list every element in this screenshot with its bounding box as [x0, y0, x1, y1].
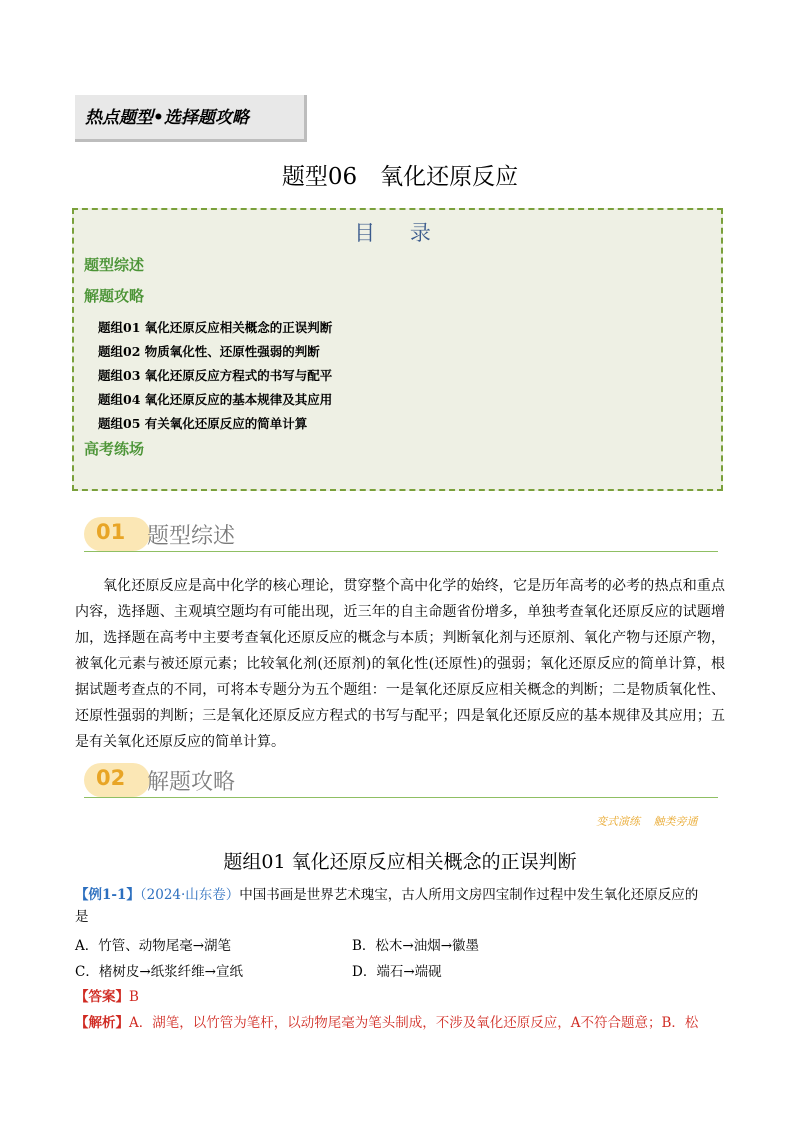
- question-stem: [75, 884, 730, 906]
- option-c: C．楮树皮→纸浆纤维→宣纸: [75, 964, 243, 980]
- toc-heading: 目 录: [354, 221, 445, 245]
- section-number: 02: [96, 766, 126, 790]
- analysis-line: [75, 1012, 730, 1034]
- table-of-contents: [72, 208, 723, 491]
- overview-paragraph: 氧化还原反应是高中化学的核心理论，贯穿整个高中化学的始终，它是历年高考的必考的热点和重点内容，选择题、主观填空题均有可能出现，近三年的自主命题省份增多，单独考查氧化还原反应的试题增加，选择题在高考中主要考查氧化还原反应的概念与本质；判断氧化剂与还原剂、氧化产物与还原产物，被氧化元素与被还原元素；比较氧化剂(还原剂)的氧化性(还原性)的强弱；氧化还原反应的简单计算，根据试题考查点的不同，可将本专题分为五个题组：一是氧化还原反应相关概念的判断；二是物质氧化性、还原性强弱的判断；三是氧化还原反应方程式的书写与配平；四是氧化还原反应的基本规律及其应用；五是有关氧化还原反应的简单计算。: [75, 578, 725, 750]
- toc-link-overview[interactable]: 题型综述: [84, 256, 145, 274]
- section-number: 01: [96, 520, 126, 544]
- toc-item-group-01[interactable]: 题组01 氧化还原反应相关概念的正误判断: [98, 320, 333, 335]
- analysis-label: 【解析】: [75, 1015, 129, 1031]
- toc-link-strategy[interactable]: 解题攻略: [84, 287, 145, 305]
- option-d: D．端石→端砚: [352, 964, 442, 980]
- section-title: 题型综述: [147, 524, 236, 549]
- banner-label: 热点题型•选择题攻略: [85, 108, 249, 128]
- tagline: 变式演练 触类旁通: [596, 815, 698, 828]
- toc-item-group-03[interactable]: 题组03 氧化还原反应方程式的书写与配平: [98, 368, 333, 383]
- section-divider: [84, 797, 718, 798]
- group-title: 题组01 氧化还原反应相关概念的正误判断: [223, 851, 577, 873]
- toc-link-practice[interactable]: 高考练场: [84, 440, 145, 458]
- answer-line: [75, 986, 730, 1008]
- toc-item-group-04[interactable]: 题组04 氧化还原反应的基本规律及其应用: [98, 392, 333, 407]
- section-divider: [84, 551, 718, 552]
- question-source: （2024·山东卷）: [139, 887, 240, 903]
- question-text: 中国书画是世界艺术瑰宝，古人所用文房四宝制作过程中发生氧化还原反应的: [239, 887, 699, 903]
- toc-item-group-05[interactable]: 题组05 有关氧化还原反应的简单计算: [98, 416, 308, 431]
- document-title: 题型06 氧化还原反应: [281, 164, 519, 190]
- answer-label: 【答案】: [75, 989, 129, 1005]
- answer-value: B: [129, 989, 139, 1005]
- section-title: 解题攻略: [147, 770, 236, 795]
- question-stem-continuation: 是: [75, 909, 89, 925]
- option-a: A．竹管、动物尾毫→湖笔: [75, 938, 232, 954]
- section-banner: [75, 95, 307, 142]
- example-label: 【例1-1】: [75, 887, 140, 903]
- option-b: B．松木→油烟→徽墨: [352, 938, 480, 954]
- analysis-text: A．湖笔，以竹管为笔杆，以动物尾毫为笔头制成，不涉及氧化还原反应，A不符合题意；B．松: [129, 1015, 699, 1031]
- toc-item-group-02[interactable]: 题组02 物质氧化性、还原性强弱的判断: [98, 344, 320, 359]
